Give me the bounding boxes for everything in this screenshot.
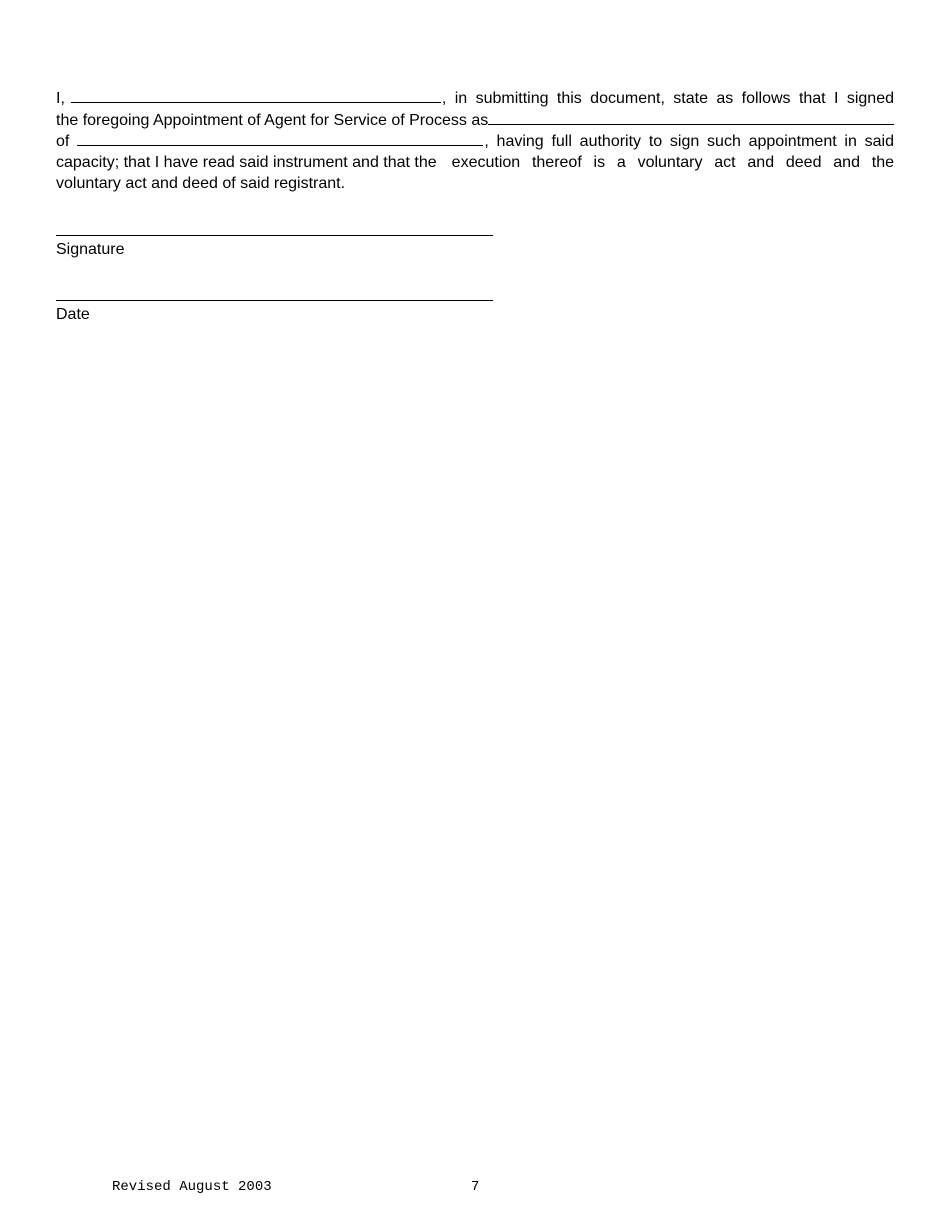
capacity-blank[interactable] <box>488 109 894 125</box>
date-line[interactable] <box>56 300 493 301</box>
statement-line-1-suffix: , in submitting this document, state as follows that I signed <box>441 90 894 107</box>
statement-line-2-text: the foregoing Appointment of Agent for Service of Process as <box>56 111 489 129</box>
statement-line-2 <box>56 109 894 131</box>
declaration-statement <box>56 87 894 195</box>
declarant-name-blank[interactable] <box>71 87 441 103</box>
signature-block <box>56 235 493 260</box>
registrant-name-blank[interactable] <box>77 130 483 146</box>
signature-label: Signature <box>56 241 125 258</box>
statement-line-3-suffix: , having full authority to sign such appointment in said <box>484 133 894 150</box>
date-label: Date <box>56 306 90 323</box>
statement-line-3 <box>56 130 894 152</box>
statement-line-3-prefix: of <box>56 133 70 150</box>
statement-line-1 <box>56 87 894 109</box>
statement-line-5 <box>56 173 894 195</box>
footer-page-number: 7 <box>471 1179 480 1195</box>
statement-line-5-text: voluntary act and deed of said registrant. <box>56 175 346 192</box>
statement-line-4-part-2: execution thereof is a voluntary act and deed and the <box>451 153 894 171</box>
date-block <box>56 300 493 325</box>
statement-line-4 <box>56 152 894 174</box>
signature-line[interactable] <box>56 235 493 236</box>
statement-line-1-prefix: I, <box>56 90 65 107</box>
statement-line-4-part-1: capacity; that I have read said instrument and that the <box>56 153 437 171</box>
footer-revision-date: Revised August 2003 <box>112 1179 272 1195</box>
